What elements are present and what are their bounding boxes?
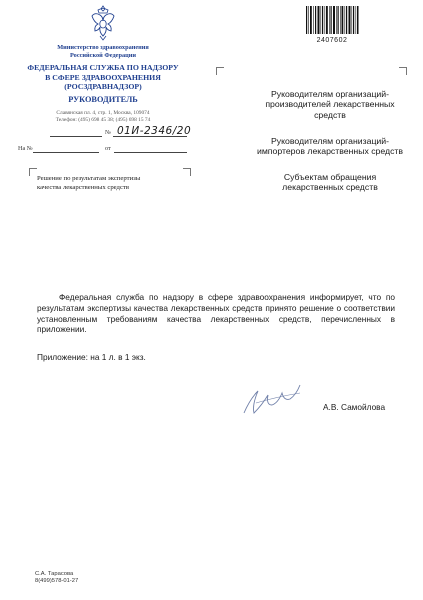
agency-address — [18, 110, 188, 124]
addressee-3-line-2: лекарственных средств — [282, 182, 378, 193]
addressee-1-line-3: средств — [314, 109, 346, 120]
addressee-corner-right — [399, 67, 407, 75]
agency-name — [18, 63, 188, 92]
addressee-3-line-1: Субъектам обращения — [283, 172, 377, 182]
agency-line-3: (РОСЗДРАВНАДЗОР) — [64, 82, 142, 92]
subject-line-1: Решение по результатам экспертизы — [37, 175, 141, 182]
outgoing-date-line — [50, 136, 102, 137]
outgoing-number-handwritten: 01И-2346/20 — [117, 125, 192, 137]
executor-info — [35, 571, 78, 585]
agency-line-1: ФЕДЕРАЛЬНАЯ СЛУЖБА ПО НАДЗОРУ — [27, 63, 179, 72]
executor-phone: 8(499)578-01-27 — [35, 578, 79, 584]
address-line-1: Славянская пл. 4, стр. 1, Москва, 109074 — [56, 110, 150, 116]
ministry-name — [18, 44, 188, 59]
addressee-subjects — [250, 172, 410, 193]
incoming-number-prefix: На № — [18, 145, 33, 152]
outgoing-number-prefix: № — [105, 129, 111, 136]
addressee-1-line-1: Руководителям организаций- — [270, 89, 390, 99]
head-title: РУКОВОДИТЕЛЬ — [68, 95, 138, 104]
addressee-corner-left — [216, 67, 224, 75]
addressee-producers — [250, 89, 410, 120]
incoming-date-prefix: от — [105, 145, 111, 152]
subject-line — [37, 175, 187, 192]
subject-corner-left — [29, 168, 37, 176]
barcode — [305, 6, 359, 34]
addressee-2-line-2: импортеров лекарственных средств — [256, 146, 404, 157]
incoming-date-line — [114, 152, 187, 153]
agency-line-2: В СФЕРЕ ЗДРАВООХРАНЕНИЯ — [45, 72, 161, 82]
executor-name: С.А. Тарасова — [35, 571, 74, 577]
coat-of-arms-emblem — [89, 4, 117, 42]
handwritten-signature — [236, 373, 328, 425]
addressee-1-line-2: производителей лекарственных — [265, 99, 395, 110]
signer-name: А.В. Самойлова — [323, 402, 386, 412]
addressee-importers — [250, 136, 410, 157]
attachment-note: Приложение: на 1 л. в 1 экз. — [37, 352, 146, 362]
body-paragraph: Федеральная служба по надзору в сфере здравоохранения информирует, что по результатам экспертизы качества лекарственных средств принято решение о соответствии установленным требованиям качества лекарственных средств, перечисленных в приложении. — [37, 292, 395, 335]
barcode-number: 2407602 — [316, 37, 348, 44]
subject-line-2: качества лекарственных средств — [37, 183, 129, 191]
ministry-line-2: Российской Федерации — [69, 51, 136, 59]
addressee-2-line-1: Руководителям организаций- — [270, 136, 390, 146]
address-line-2: Телефон: (495) 698 45 38; (495) 698 15 74 — [55, 117, 151, 123]
ministry-line-1: Министерство здравоохранения — [57, 44, 149, 51]
incoming-number-line — [33, 152, 99, 153]
